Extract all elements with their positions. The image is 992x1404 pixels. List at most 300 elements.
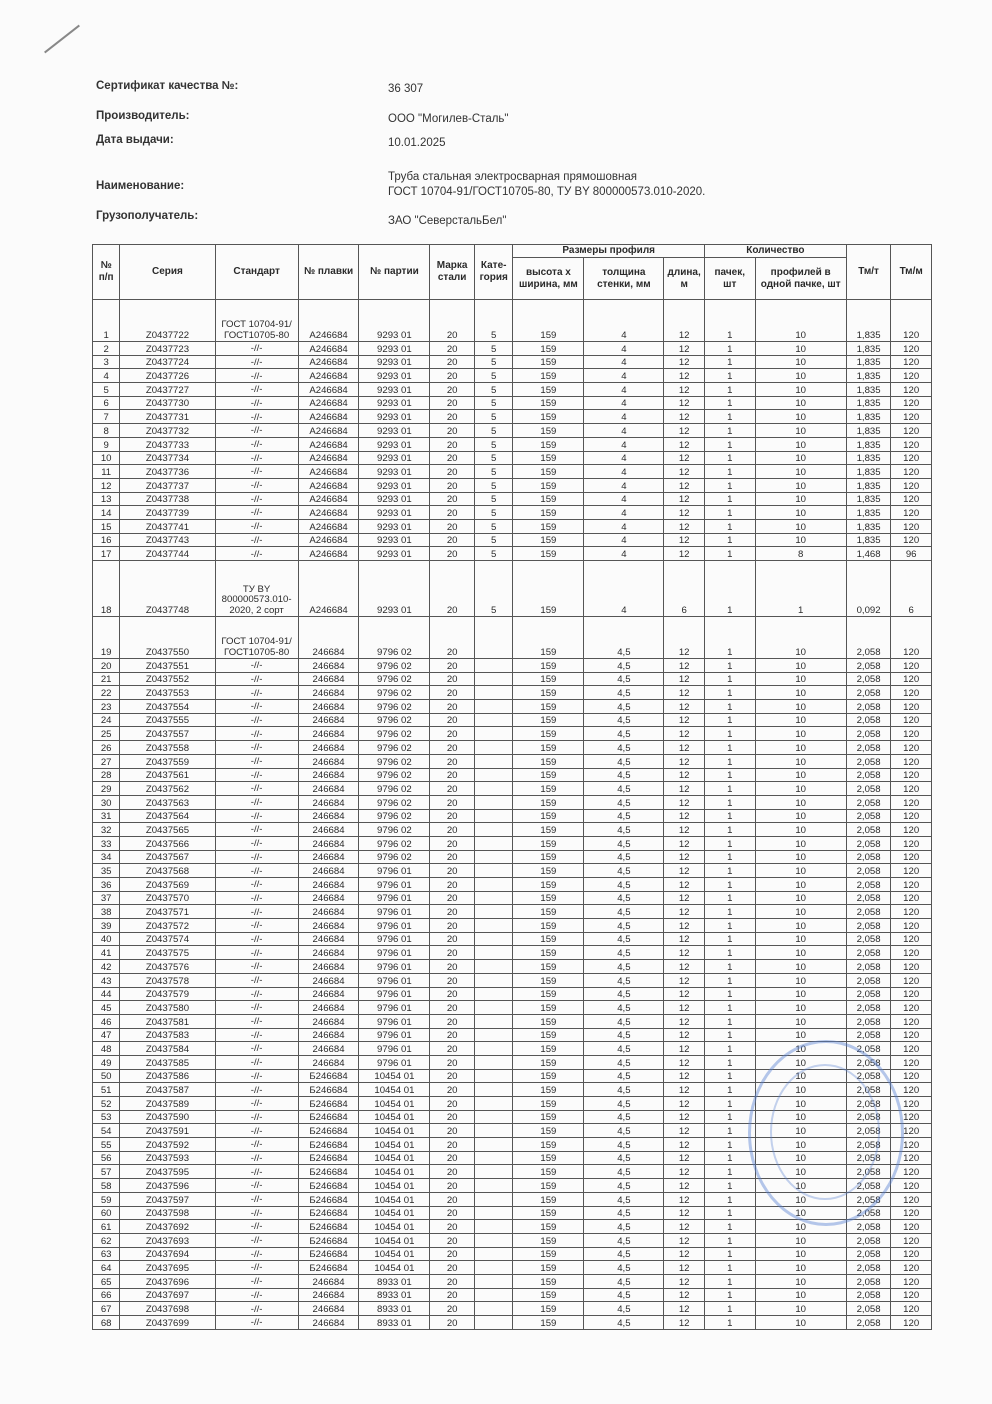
- cell-heat: А246684: [298, 300, 359, 342]
- cell-tmm: 120: [891, 1316, 932, 1330]
- cell-batch: 8933 01: [359, 1288, 430, 1302]
- cell-wall: 4,5: [584, 1316, 664, 1330]
- cell-length: 12: [664, 905, 705, 919]
- table-row: [93, 1233, 932, 1247]
- cell-num: 25: [93, 727, 120, 741]
- cell-standard: -//-: [215, 727, 298, 741]
- cell-bundles: 1: [704, 1042, 755, 1056]
- cell-standard: -//-: [215, 1288, 298, 1302]
- table-row: [93, 672, 932, 686]
- cell-height-width: 159: [513, 437, 584, 451]
- cell-tmm: 120: [891, 519, 932, 533]
- cell-tmt: 2,058: [846, 1001, 891, 1015]
- cell-grade: 20: [430, 878, 475, 892]
- cell-batch: 9796 02: [359, 727, 430, 741]
- cell-bundles: 1: [704, 547, 755, 561]
- cell-wall: 4,5: [584, 1083, 664, 1097]
- cell-bundles: 1: [704, 754, 755, 768]
- cell-bundles: 1: [704, 1069, 755, 1083]
- cell-tmm: 120: [891, 1055, 932, 1069]
- cell-batch: 9796 01: [359, 932, 430, 946]
- table-row: [93, 713, 932, 727]
- cell-batch: 9796 02: [359, 782, 430, 796]
- col-series-header: Серия: [120, 245, 215, 300]
- table-row: [93, 987, 932, 1001]
- cell-heat: 246684: [298, 1028, 359, 1042]
- cell-batch: 9796 02: [359, 836, 430, 850]
- cell-length: 12: [664, 795, 705, 809]
- cell-heat: 246684: [298, 1316, 359, 1330]
- cell-series: Z0437741: [120, 519, 215, 533]
- cell-series: Z0437586: [120, 1069, 215, 1083]
- cell-num: 45: [93, 1001, 120, 1015]
- cell-height-width: 159: [513, 960, 584, 974]
- table-row: [93, 1247, 932, 1261]
- cell-grade: 20: [430, 300, 475, 342]
- cell-batch: 9796 02: [359, 617, 430, 659]
- cell-grade: 20: [430, 1151, 475, 1165]
- cell-grade: 20: [430, 1110, 475, 1124]
- cell-heat: А246684: [298, 478, 359, 492]
- cell-length: 12: [664, 782, 705, 796]
- cell-length: 12: [664, 533, 705, 547]
- cell-bundles: 1: [704, 437, 755, 451]
- cell-num: 52: [93, 1097, 120, 1111]
- cell-standard: -//-: [215, 506, 298, 520]
- cell-category: [474, 1124, 513, 1138]
- cell-wall: 4,5: [584, 1261, 664, 1275]
- cell-heat: 246684: [298, 987, 359, 1001]
- cell-standard: -//-: [215, 905, 298, 919]
- cell-category: [474, 1151, 513, 1165]
- cell-bundles: 1: [704, 672, 755, 686]
- cell-num: 44: [93, 987, 120, 1001]
- cell-bundles: 1: [704, 1261, 755, 1275]
- cell-height-width: 159: [513, 659, 584, 673]
- cell-heat: 246684: [298, 960, 359, 974]
- cell-length: 12: [664, 713, 705, 727]
- cell-tmt: 2,058: [846, 768, 891, 782]
- cell-grade: 20: [430, 1042, 475, 1056]
- cell-num: 6: [93, 396, 120, 410]
- cell-height-width: 159: [513, 465, 584, 479]
- cell-heat: 246684: [298, 686, 359, 700]
- cell-height-width: 159: [513, 1055, 584, 1069]
- cell-bundles: 1: [704, 1179, 755, 1193]
- cell-series: Z0437593: [120, 1151, 215, 1165]
- cell-bundles: 1: [704, 1097, 755, 1111]
- cell-batch: 9796 01: [359, 987, 430, 1001]
- cell-tmm: 120: [891, 836, 932, 850]
- cell-num: 55: [93, 1138, 120, 1152]
- cell-heat: Б246684: [298, 1165, 359, 1179]
- cell-series: Z0437734: [120, 451, 215, 465]
- col-num-header: № п/п: [93, 245, 120, 300]
- cell-batch: 9796 02: [359, 659, 430, 673]
- cell-tmm: 120: [891, 451, 932, 465]
- cell-length: 12: [664, 1014, 705, 1028]
- cell-tmt: 2,058: [846, 686, 891, 700]
- cell-batch: 9796 02: [359, 823, 430, 837]
- cell-tmt: 2,058: [846, 1083, 891, 1097]
- cell-bundles: 1: [704, 946, 755, 960]
- cell-tmm: 120: [891, 987, 932, 1001]
- cell-series: Z0437695: [120, 1261, 215, 1275]
- cell-bundles: 1: [704, 383, 755, 397]
- cell-bundles: 1: [704, 809, 755, 823]
- cell-standard: -//-: [215, 1069, 298, 1083]
- cell-num: 49: [93, 1055, 120, 1069]
- cell-heat: Б246684: [298, 1192, 359, 1206]
- cell-heat: Б246684: [298, 1110, 359, 1124]
- cell-tmm: 120: [891, 905, 932, 919]
- cell-tmm: 120: [891, 823, 932, 837]
- cell-length: 12: [664, 519, 705, 533]
- cell-heat: Б246684: [298, 1138, 359, 1152]
- table-row: [93, 492, 932, 506]
- cell-bundles: 1: [704, 850, 755, 864]
- consignee-label: Грузополучатель:: [96, 210, 199, 222]
- cell-batch: 10454 01: [359, 1069, 430, 1083]
- table-row: [93, 686, 932, 700]
- cell-heat: 246684: [298, 919, 359, 933]
- cell-category: [474, 1138, 513, 1152]
- table-row: [93, 1014, 932, 1028]
- cell-batch: 8933 01: [359, 1302, 430, 1316]
- cell-grade: 20: [430, 700, 475, 714]
- cell-length: 12: [664, 836, 705, 850]
- cell-grade: 20: [430, 533, 475, 547]
- cell-tmt: 2,058: [846, 1247, 891, 1261]
- cell-length: 12: [664, 1288, 705, 1302]
- table-row: [93, 506, 932, 520]
- cell-height-width: 159: [513, 754, 584, 768]
- cell-wall: 4,5: [584, 617, 664, 659]
- cell-tmt: 2,058: [846, 987, 891, 1001]
- cell-wall: 4,5: [584, 987, 664, 1001]
- cell-tmt: 2,058: [846, 700, 891, 714]
- cell-bundles: 1: [704, 891, 755, 905]
- cell-tmt: 2,058: [846, 1261, 891, 1275]
- cell-wall: 4: [584, 369, 664, 383]
- cell-tmt: 2,058: [846, 1316, 891, 1330]
- cell-series: Z0437583: [120, 1028, 215, 1042]
- cell-num: 53: [93, 1110, 120, 1124]
- cell-tmt: 2,058: [846, 1302, 891, 1316]
- cell-heat: 246684: [298, 1274, 359, 1288]
- cell-category: [474, 1274, 513, 1288]
- cell-grade: 20: [430, 795, 475, 809]
- cell-heat: А246684: [298, 396, 359, 410]
- cell-profiles: 10: [755, 713, 846, 727]
- cell-height-width: 159: [513, 1192, 584, 1206]
- cell-grade: 20: [430, 424, 475, 438]
- cell-heat: 246684: [298, 727, 359, 741]
- cell-batch: 10454 01: [359, 1179, 430, 1193]
- cell-profiles: 10: [755, 410, 846, 424]
- cell-standard: -//-: [215, 1083, 298, 1097]
- cell-height-width: 159: [513, 1069, 584, 1083]
- cell-grade: 20: [430, 850, 475, 864]
- cell-num: 47: [93, 1028, 120, 1042]
- cell-bundles: 1: [704, 795, 755, 809]
- cell-grade: 20: [430, 410, 475, 424]
- cell-height-width: 159: [513, 1261, 584, 1275]
- cell-height-width: 159: [513, 369, 584, 383]
- cell-num: 13: [93, 492, 120, 506]
- cell-tmt: 2,058: [846, 864, 891, 878]
- cell-height-width: 159: [513, 782, 584, 796]
- col-height-width-header: высота х ширина, мм: [513, 258, 584, 300]
- cell-tmt: 1,835: [846, 506, 891, 520]
- cell-wall: 4,5: [584, 672, 664, 686]
- cell-series: Z0437567: [120, 850, 215, 864]
- cell-bundles: 1: [704, 492, 755, 506]
- cell-grade: 20: [430, 478, 475, 492]
- cell-heat: 246684: [298, 659, 359, 673]
- cell-grade: 20: [430, 741, 475, 755]
- cell-heat: 246684: [298, 836, 359, 850]
- cell-length: 12: [664, 1069, 705, 1083]
- cell-wall: 4,5: [584, 741, 664, 755]
- cell-profiles: 10: [755, 795, 846, 809]
- cell-category: [474, 960, 513, 974]
- cell-grade: 20: [430, 451, 475, 465]
- table-row: [93, 809, 932, 823]
- cell-tmt: 2,058: [846, 1097, 891, 1111]
- table-row: [93, 1274, 932, 1288]
- cell-standard: -//-: [215, 864, 298, 878]
- cell-height-width: 159: [513, 878, 584, 892]
- cell-grade: 20: [430, 1179, 475, 1193]
- cell-grade: 20: [430, 547, 475, 561]
- cell-profiles: 10: [755, 987, 846, 1001]
- cell-profiles: 10: [755, 1192, 846, 1206]
- cell-length: 12: [664, 617, 705, 659]
- cell-heat: А246684: [298, 519, 359, 533]
- cell-category: [474, 919, 513, 933]
- cell-profiles: 10: [755, 823, 846, 837]
- cell-grade: 20: [430, 672, 475, 686]
- cert-number-value: 36 307: [388, 83, 424, 95]
- cell-category: 5: [474, 519, 513, 533]
- cell-profiles: 10: [755, 1179, 846, 1193]
- cell-wall: 4,5: [584, 1138, 664, 1152]
- cell-bundles: 1: [704, 864, 755, 878]
- cell-tmm: 120: [891, 864, 932, 878]
- cell-length: 12: [664, 1138, 705, 1152]
- cell-length: 12: [664, 1001, 705, 1015]
- cell-wall: 4,5: [584, 1124, 664, 1138]
- cell-batch: 9796 02: [359, 713, 430, 727]
- cell-num: 5: [93, 383, 120, 397]
- cell-tmm: 120: [891, 1261, 932, 1275]
- cell-profiles: 10: [755, 1014, 846, 1028]
- cell-heat: А246684: [298, 492, 359, 506]
- cell-profiles: 10: [755, 727, 846, 741]
- cell-profiles: 10: [755, 617, 846, 659]
- consignee-value: ЗАО "СеверстальБел": [388, 215, 507, 227]
- cell-batch: 9293 01: [359, 478, 430, 492]
- cell-tmt: 1,835: [846, 465, 891, 479]
- cert-number-label: Сертификат качества №:: [96, 80, 239, 92]
- cell-heat: 246684: [298, 1014, 359, 1028]
- table-row: [93, 946, 932, 960]
- issue-date-value: 10.01.2025: [388, 137, 446, 149]
- cell-profiles: 8: [755, 547, 846, 561]
- cell-heat: 246684: [298, 1042, 359, 1056]
- cell-bundles: 1: [704, 1055, 755, 1069]
- cell-tmm: 120: [891, 1288, 932, 1302]
- cell-category: [474, 1097, 513, 1111]
- cell-length: 6: [664, 561, 705, 617]
- cell-tmm: 120: [891, 686, 932, 700]
- cell-height-width: 159: [513, 836, 584, 850]
- cell-series: Z0437731: [120, 410, 215, 424]
- cell-height-width: 159: [513, 1014, 584, 1028]
- cell-category: [474, 836, 513, 850]
- cell-num: 39: [93, 919, 120, 933]
- cell-standard: -//-: [215, 1247, 298, 1261]
- cell-heat: 246684: [298, 768, 359, 782]
- cell-length: 12: [664, 1124, 705, 1138]
- cell-tmt: 2,058: [846, 1288, 891, 1302]
- cell-height-width: 159: [513, 519, 584, 533]
- cell-series: Z0437564: [120, 809, 215, 823]
- cell-tmt: 1,835: [846, 355, 891, 369]
- cell-tmt: 2,058: [846, 1179, 891, 1193]
- table-row: [93, 300, 932, 342]
- cell-height-width: 159: [513, 809, 584, 823]
- cell-tmm: 120: [891, 1014, 932, 1028]
- cell-height-width: 159: [513, 451, 584, 465]
- cell-grade: 20: [430, 1014, 475, 1028]
- cell-batch: 9796 01: [359, 973, 430, 987]
- cell-series: Z0437727: [120, 383, 215, 397]
- cell-series: Z0437738: [120, 492, 215, 506]
- cell-series: Z0437739: [120, 506, 215, 520]
- cell-series: Z0437743: [120, 533, 215, 547]
- cell-grade: 20: [430, 1124, 475, 1138]
- table-row: [93, 768, 932, 782]
- cell-standard: -//-: [215, 1233, 298, 1247]
- cell-num: 2: [93, 342, 120, 356]
- cell-tmt: 2,058: [846, 754, 891, 768]
- cell-grade: 20: [430, 1055, 475, 1069]
- cell-wall: 4,5: [584, 700, 664, 714]
- cell-tmt: 2,058: [846, 891, 891, 905]
- cell-batch: 9293 01: [359, 547, 430, 561]
- cell-batch: 10454 01: [359, 1151, 430, 1165]
- cell-length: 12: [664, 1274, 705, 1288]
- cell-standard: -//-: [215, 478, 298, 492]
- cell-bundles: 1: [704, 519, 755, 533]
- cell-length: 12: [664, 300, 705, 342]
- cell-series: Z0437692: [120, 1220, 215, 1234]
- cell-series: Z0437561: [120, 768, 215, 782]
- cell-standard: -//-: [215, 946, 298, 960]
- table-row: [93, 823, 932, 837]
- cell-category: 5: [474, 547, 513, 561]
- cell-tmm: 120: [891, 533, 932, 547]
- cell-batch: 9796 02: [359, 768, 430, 782]
- cell-profiles: 10: [755, 960, 846, 974]
- cell-wall: 4,5: [584, 1151, 664, 1165]
- cell-length: 12: [664, 1097, 705, 1111]
- cell-wall: 4,5: [584, 713, 664, 727]
- cell-category: 5: [474, 342, 513, 356]
- cell-tmm: 120: [891, 1151, 932, 1165]
- cell-length: 12: [664, 973, 705, 987]
- cell-length: 12: [664, 1179, 705, 1193]
- cell-series: Z0437553: [120, 686, 215, 700]
- cell-heat: Б246684: [298, 1083, 359, 1097]
- cell-wall: 4,5: [584, 905, 664, 919]
- cell-standard: ГОСТ 10704-91/ГОСТ10705-80: [215, 617, 298, 659]
- cell-standard: -//-: [215, 1110, 298, 1124]
- cell-heat: Б246684: [298, 1097, 359, 1111]
- cell-tmm: 120: [891, 850, 932, 864]
- cell-wall: 4: [584, 519, 664, 533]
- cell-tmm: 120: [891, 410, 932, 424]
- table-row: [93, 617, 932, 659]
- cell-profiles: 10: [755, 1001, 846, 1015]
- cell-batch: 9796 02: [359, 809, 430, 823]
- cell-batch: 9796 02: [359, 754, 430, 768]
- cell-tmt: 1,835: [846, 451, 891, 465]
- cell-profiles: 10: [755, 864, 846, 878]
- cell-num: 32: [93, 823, 120, 837]
- cell-category: [474, 1001, 513, 1015]
- cell-heat: А246684: [298, 383, 359, 397]
- cell-wall: 4: [584, 478, 664, 492]
- cell-category: 5: [474, 369, 513, 383]
- cell-length: 12: [664, 741, 705, 755]
- table-row: [93, 1261, 932, 1275]
- table-row: [93, 533, 932, 547]
- cell-series: Z0437576: [120, 960, 215, 974]
- col-wall-header: толщина стенки, мм: [584, 258, 664, 300]
- cell-tmt: 1,835: [846, 424, 891, 438]
- cell-bundles: 1: [704, 768, 755, 782]
- cell-grade: 20: [430, 617, 475, 659]
- cell-series: Z0437730: [120, 396, 215, 410]
- cell-category: [474, 1220, 513, 1234]
- cell-bundles: 1: [704, 727, 755, 741]
- cell-length: 12: [664, 1165, 705, 1179]
- cell-wall: 4,5: [584, 1028, 664, 1042]
- col-heat-header: № плавки: [298, 245, 359, 300]
- col-tmt-header: Тм/т: [846, 245, 891, 300]
- cell-bundles: 1: [704, 1274, 755, 1288]
- cell-tmt: 1,835: [846, 396, 891, 410]
- cell-height-width: 159: [513, 1302, 584, 1316]
- cell-batch: 9796 01: [359, 1001, 430, 1015]
- cell-grade: 20: [430, 713, 475, 727]
- cell-category: [474, 1083, 513, 1097]
- cell-length: 12: [664, 1302, 705, 1316]
- cell-series: Z0437598: [120, 1206, 215, 1220]
- cell-series: Z0437552: [120, 672, 215, 686]
- cell-profiles: 10: [755, 437, 846, 451]
- cell-wall: 4,5: [584, 754, 664, 768]
- cell-heat: А246684: [298, 355, 359, 369]
- cell-height-width: 159: [513, 1247, 584, 1261]
- cell-tmt: 2,058: [846, 1138, 891, 1152]
- cell-bundles: 1: [704, 300, 755, 342]
- cell-wall: 4,5: [584, 919, 664, 933]
- cell-tmt: 2,058: [846, 1042, 891, 1056]
